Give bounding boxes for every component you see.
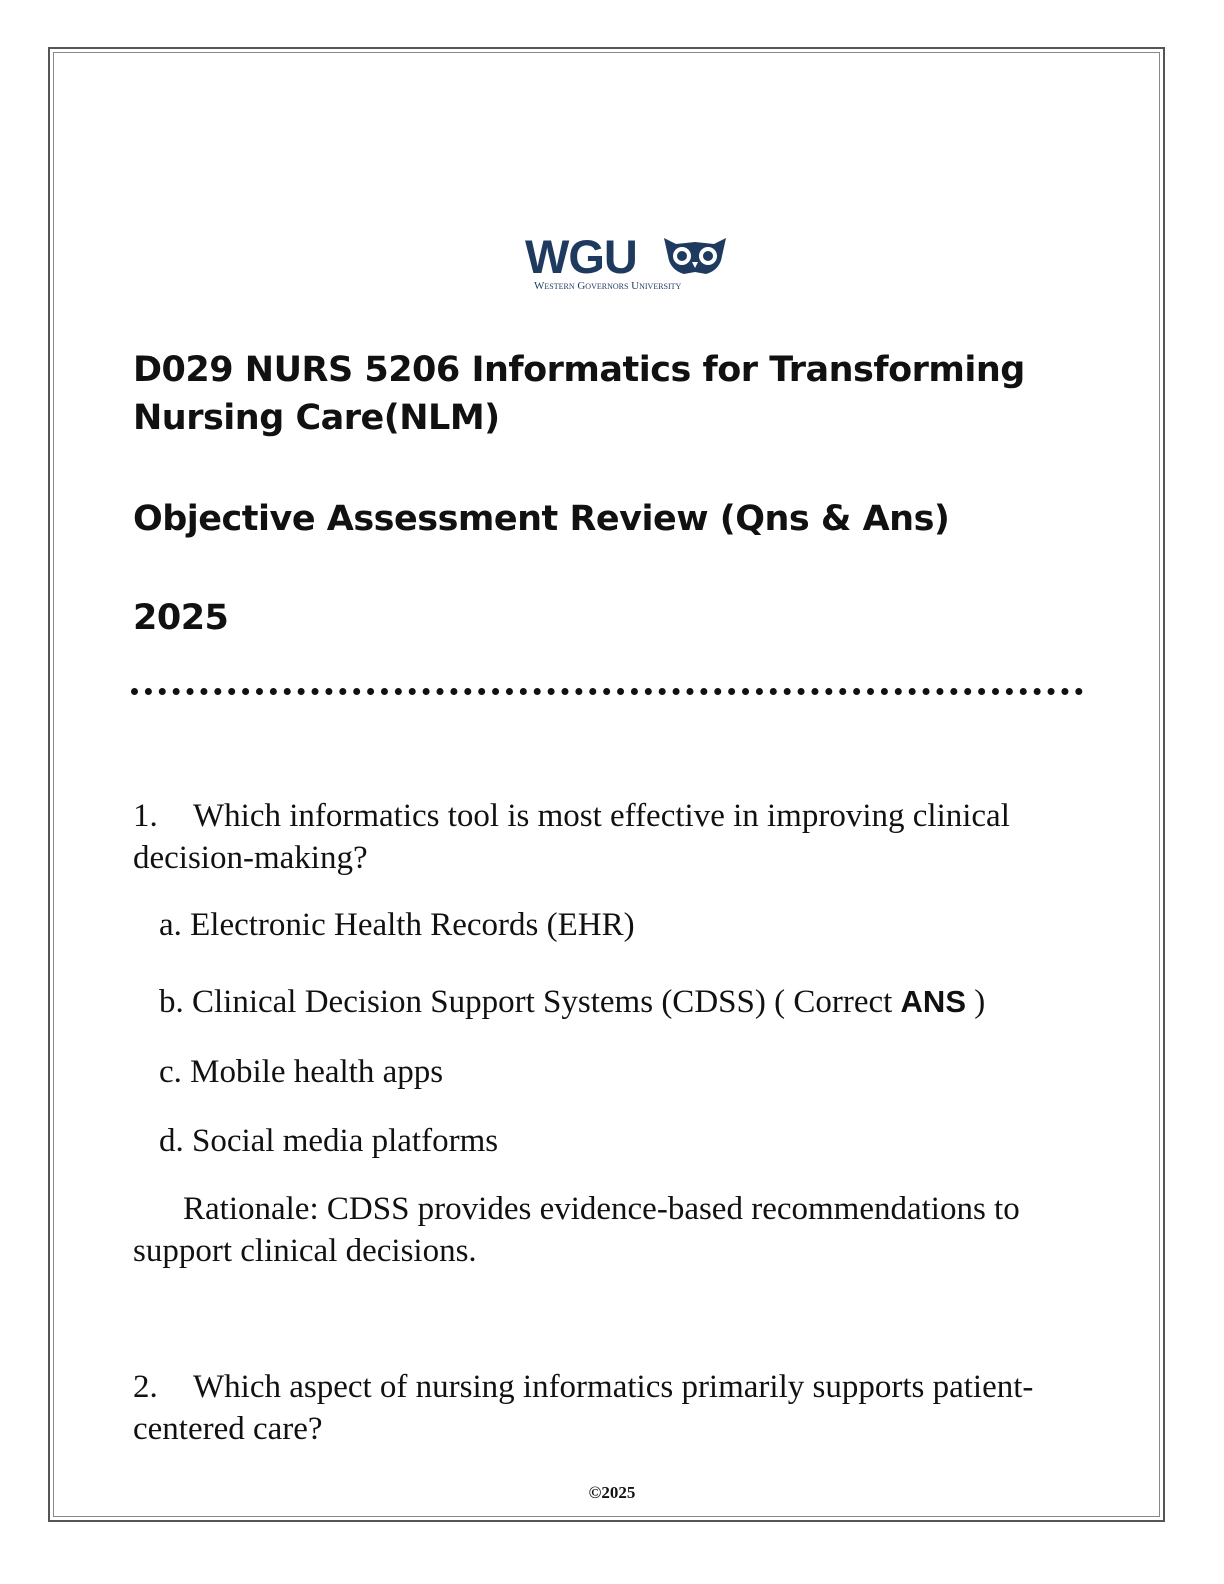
question-number: 2. <box>133 1369 158 1405</box>
dotted-divider <box>131 688 1083 695</box>
option-b-text: b. Clinical Decision Support Systems (CDSS) ( Correct <box>159 984 893 1020</box>
logo-subtitle: Western Governors University <box>534 280 682 292</box>
document-title: D029 NURS 5206 Informatics for Transforming Nursing Care(NLM) <box>133 350 1025 438</box>
option-d: d. Social media platforms <box>159 1123 499 1159</box>
question-2 <box>133 1366 1093 1450</box>
logo-wordmark: WGU <box>525 230 637 283</box>
option-c: c. Mobile health apps <box>159 1054 444 1090</box>
rationale: Rationale: CDSS provides evidence-based recommendations to support clinical decisions. <box>133 1191 1020 1269</box>
question-text: Which informatics tool is most effective in improving clinical decision-making? <box>133 798 1010 876</box>
question-number: 1. <box>133 798 158 834</box>
question-text: Which aspect of nursing informatics primarily supports patient-centered care? <box>133 1369 1034 1447</box>
document-subtitle: Objective Assessment Review (Qns & Ans) <box>133 499 950 539</box>
page-footer: ©2025 <box>588 1483 636 1502</box>
owl-icon <box>662 236 728 276</box>
question-1 <box>133 795 1093 879</box>
document-year: 2025 <box>133 598 229 638</box>
option-a: a. Electronic Health Records (EHR) <box>159 907 635 943</box>
option-b <box>159 981 985 1023</box>
answer-marker: ANS <box>900 984 966 1019</box>
answer-close-paren: ) <box>966 984 986 1020</box>
wgu-logo <box>525 232 735 296</box>
